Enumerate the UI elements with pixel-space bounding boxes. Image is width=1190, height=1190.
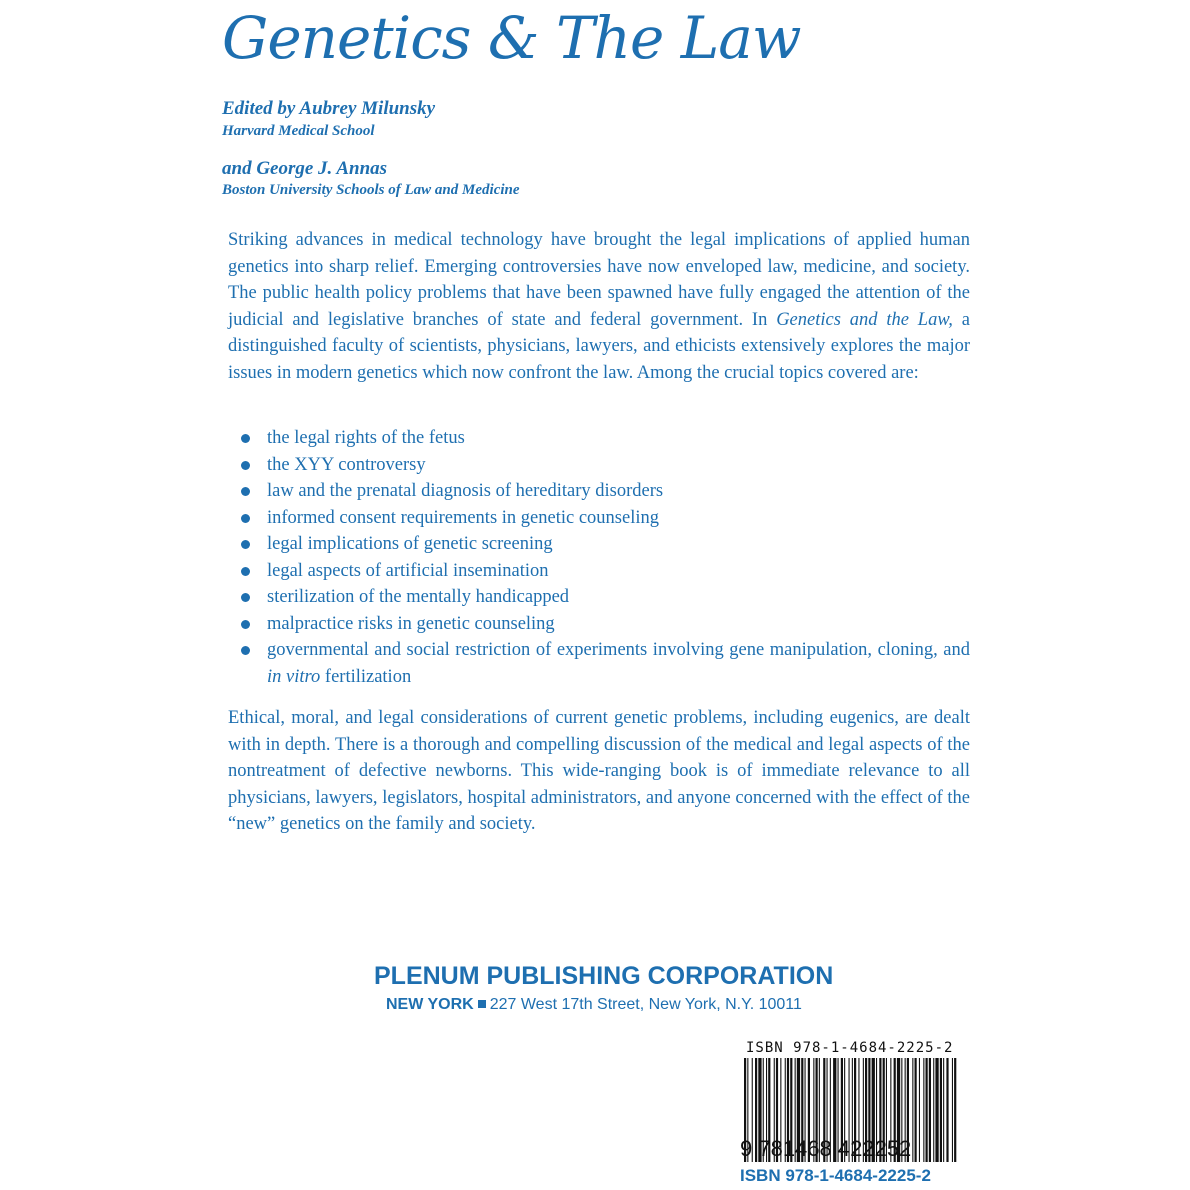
intro-text-1: Striking advances in medical technology have brought the legal implications of applied human genetics into sharp relief. Emerging controversies have now enveloped law, medicine, and society. The public health policy problems that have been spawned have fully engaged the attention of the judicial and legislative branches of state and federal government. In — [228, 230, 970, 330]
topic-label: the legal rights of the fetus — [267, 428, 465, 448]
intro-paragraph — [228, 227, 970, 386]
topic-label: law and the prenatal diagnosis of hereditary disorders — [267, 481, 664, 501]
intro-book-title: Genetics and the Law, — [776, 309, 953, 330]
topic-label: governmental and social restriction of experiments involving gene manipulation, cloning, and — [267, 640, 970, 660]
topic-label: legal implications of genetic screening — [267, 534, 553, 554]
editor-2-affiliation: Boston University Schools of Law and Medicine — [222, 182, 520, 198]
publisher-street: 227 West 17th Street, New York, N.Y. 10011 — [489, 996, 802, 1013]
editor-1-name: Edited by Aubrey Milunsky — [222, 98, 436, 119]
bullet-icon — [241, 646, 250, 655]
topic-item — [238, 558, 970, 585]
topic-item — [238, 531, 970, 558]
topic-label-end: fertilization — [320, 666, 412, 687]
bullet-icon — [241, 567, 250, 576]
bullet-icon — [241, 620, 250, 629]
topic-item — [238, 505, 970, 532]
bullet-icon — [241, 461, 250, 470]
isbn-label-bottom: ISBN 978-1-4684-2225-2 — [740, 1166, 931, 1185]
bullet-icon — [241, 593, 250, 602]
topic-item — [238, 478, 970, 505]
square-bullet-icon — [478, 1000, 486, 1008]
bullet-icon — [241, 487, 250, 496]
topic-item — [238, 452, 970, 479]
topic-label: informed consent requirements in genetic counseling — [267, 507, 659, 528]
publisher-address — [386, 996, 802, 1014]
closing-paragraph: Ethical, moral, and legal considerations of current genetic problems, including eugenics, are dealt with in depth. There is a thorough and compelling discussion of the medical and legal aspects of the nontreatment of defective newborns. This wide-ranging book is of immediate relevance to all physicians, lawyers, legislators, hospital administrators, and anyone concerned with the effect of the “new” genetics on the family and society. — [228, 708, 970, 834]
barcode-digits: 9 781468 422252 — [740, 1136, 912, 1161]
intro-text-2: a distinguished faculty of scientists, physicians, lawyers, and ethicists extensively explores the major issues in modern genetics which now confront the law. Among the crucial topics covered are: — [228, 309, 970, 383]
topic-italic: in vitro — [267, 666, 321, 687]
topic-item — [238, 425, 970, 452]
topic-item — [238, 611, 970, 638]
topic-label: malpractice risks in genetic counseling — [267, 613, 555, 634]
topics-list — [238, 425, 970, 690]
publisher-name: PLENUM PUBLISHING CORPORATION — [374, 962, 834, 990]
topic-item — [238, 637, 970, 690]
bullet-icon — [241, 540, 250, 549]
bullet-icon — [241, 514, 250, 523]
publisher-city: NEW YORK — [386, 996, 474, 1013]
isbn-label-top: ISBN 978-1-4684-2225-2 — [746, 1040, 954, 1056]
topic-label: sterilization of the mentally handicapped — [267, 587, 570, 607]
editor-1-affiliation: Harvard Medical School — [222, 123, 375, 139]
topic-label: the XYY controversy — [267, 454, 426, 475]
bullet-icon — [241, 434, 250, 443]
editor-2-name: and George J. Annas — [222, 158, 388, 179]
topic-item — [238, 584, 970, 611]
topic-label: legal aspects of artificial insemination — [267, 560, 549, 581]
book-title: Genetics & The Law — [222, 4, 801, 72]
